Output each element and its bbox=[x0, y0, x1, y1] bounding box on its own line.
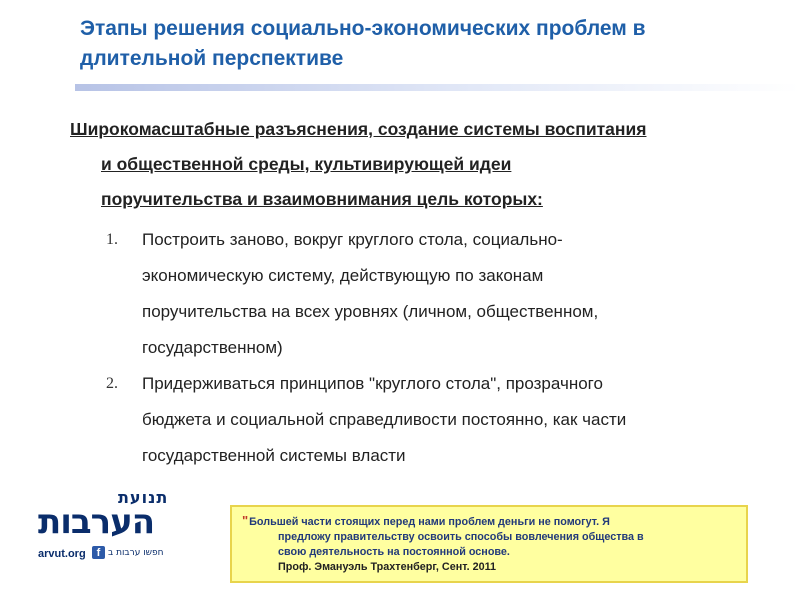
title-line-1: Этапы решения социально-экономических проблем в bbox=[80, 17, 646, 40]
list-item-line: государственном) bbox=[142, 338, 283, 357]
title-underline-bar bbox=[75, 84, 800, 91]
quote-open-mark: " bbox=[242, 513, 249, 528]
quote-box bbox=[230, 505, 748, 583]
list-item-number: 2. bbox=[106, 375, 118, 392]
lead-line: Широкомасштабные разъяснения, создание системы воспитания bbox=[70, 119, 647, 139]
list-item bbox=[106, 366, 726, 474]
slide-title bbox=[80, 14, 720, 74]
list-item-line: Построить заново, вокруг круглого стола, социально- bbox=[142, 230, 563, 249]
numbered-list bbox=[106, 222, 726, 474]
logo-site-link[interactable]: arvut.org bbox=[38, 548, 86, 560]
list-item-line: Придерживаться принципов "круглого стола", прозрачного bbox=[142, 374, 603, 393]
arvut-logo bbox=[38, 488, 188, 568]
title-line-2: длительной перспективе bbox=[80, 47, 344, 70]
lead-paragraph bbox=[70, 112, 750, 217]
logo-hebrew-big: הערבות bbox=[38, 502, 155, 542]
list-item bbox=[106, 222, 726, 366]
list-item-line: поручительства на всех уровнях (личном, общественном, bbox=[142, 302, 599, 321]
quote-author: Проф. Эмануэль Трахтенберг, Сент. 2011 bbox=[278, 561, 497, 573]
quote-text: Большей части стоящих перед нами проблем деньги не помогут. Я bbox=[249, 516, 610, 528]
facebook-icon[interactable]: f bbox=[92, 546, 105, 559]
logo-hebrew-small: תנועת bbox=[118, 488, 169, 507]
list-item-line: бюджета и социальной справедливости постоянно, как части bbox=[142, 410, 627, 429]
quote-line: свою деятельность на постоянной основе. bbox=[278, 546, 510, 558]
list-item-line: экономическую систему, действующую по законам bbox=[142, 266, 544, 285]
list-item-number: 1. bbox=[106, 231, 118, 248]
quote-line: предложу правительству освоить способы вовлечения общества в bbox=[278, 531, 644, 543]
list-item-line: государственной системы власти bbox=[142, 446, 406, 465]
logo-hebrew-footer: חפשו ערבות ב bbox=[108, 548, 164, 558]
lead-line: и общественной среды, культивирующей идеи bbox=[101, 154, 512, 174]
lead-line: поручительства и взаимовнимания цель которых: bbox=[101, 189, 543, 209]
quote-line bbox=[242, 513, 736, 530]
